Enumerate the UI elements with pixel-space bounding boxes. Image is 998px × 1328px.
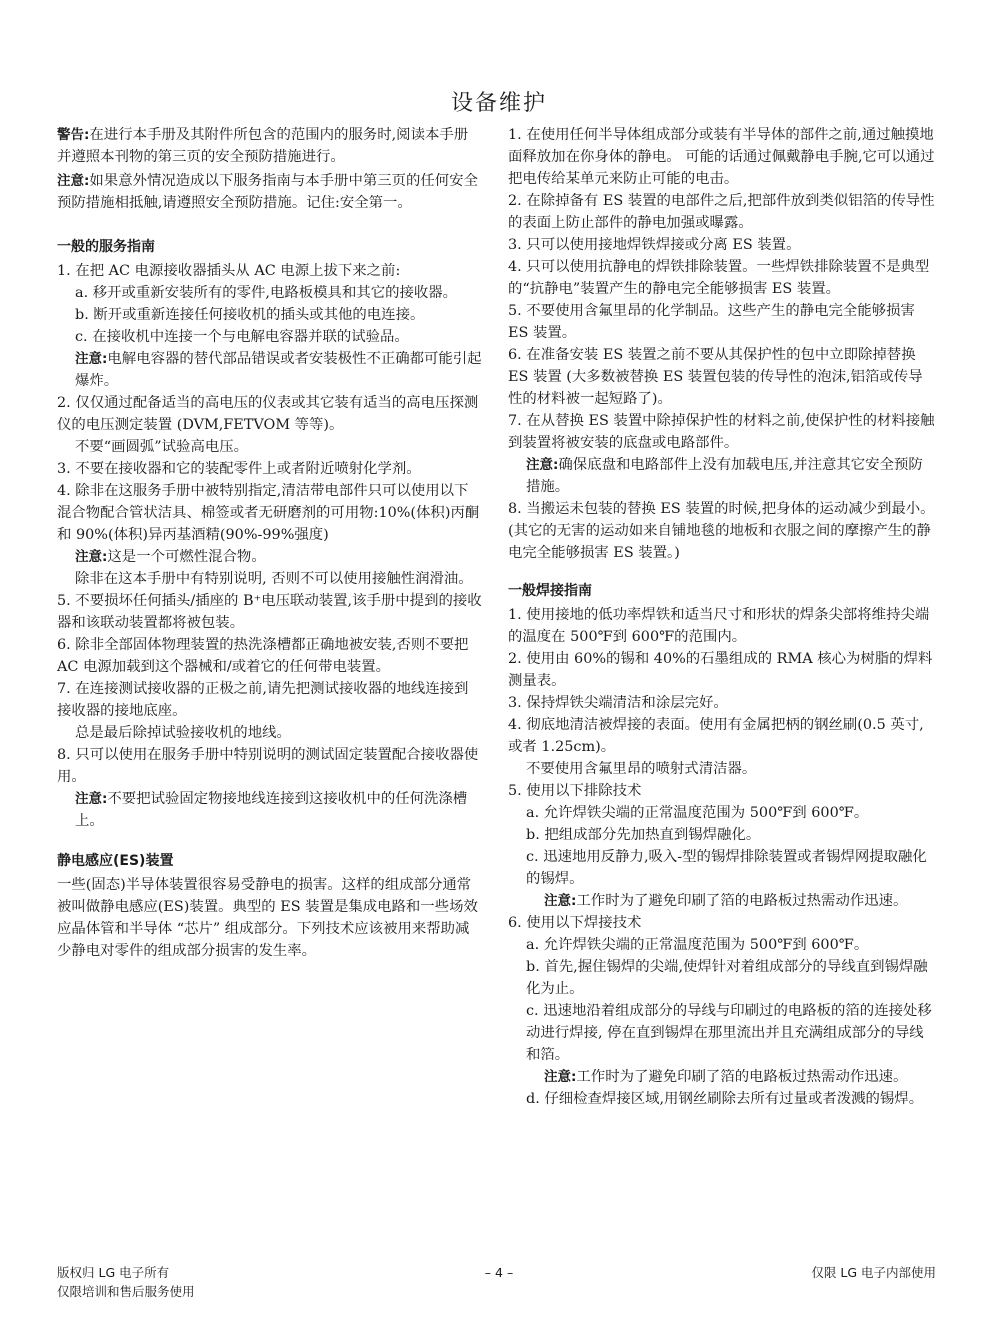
note-paragraph (57, 348, 482, 392)
sub-item: c. 在接收机中连接一个与电解电容器并联的试验品。 (75, 329, 409, 345)
note-text: 电解电容器的替代部品错误或者安装极性不正确都可能引起爆炸。 (75, 351, 482, 389)
notice-paragraph (57, 170, 482, 214)
note-label: 注意: (75, 351, 108, 367)
sub-item: a. 允许焊铁尖端的正常温度范围为 500℉到 600℉。 (526, 805, 869, 821)
training-text: 仅限培训和售后服务使用 (57, 1284, 195, 1299)
list-item-extra: 总是最后除掉试验接收机的地线。 (75, 725, 291, 741)
page-title: 设备维护 (450, 91, 547, 116)
note-paragraph (57, 788, 482, 832)
note-paragraph (57, 546, 482, 568)
sub-item: b. 断开或重新连接任何接收机的插头或其他的电连接。 (75, 307, 425, 323)
list-item: 1. 在把 AC 电源接收器插头从 AC 电源上拔下来之前: (57, 263, 401, 279)
warning-paragraph (57, 124, 482, 168)
warning-text: 在进行本手册及其附件所包含的范围内的服务时,阅读本手册并遵照本刊物的第三页的安全预防措施进行。 (57, 127, 469, 165)
sub-item: b. 首先,握住锡焊的尖端,使焊针对着组成部分的导线直到锡焊融化为止。 (526, 959, 928, 997)
sub-item: d. 仔细检查焊接区域,用钢丝刷除去所有过量或者泼溅的锡焊。 (526, 1091, 924, 1107)
list-item: 7. 在连接测试接收器的正极之前,请先把测试接收器的地线连接到接收器的接地底座。 (57, 681, 469, 719)
notice-text: 如果意外情况造成以下服务指南与本手册中第三页的任何安全预防措施相抵触,请遵照安全预防措施。记住:安全第一。 (57, 173, 478, 211)
note-paragraph (508, 890, 936, 912)
list-item: 6. 使用以下焊接技术 (508, 915, 642, 931)
es-heading: 静电感应(ES)装置 (57, 853, 174, 869)
list-item: 4. 彻底地清洁被焊接的表面。使用有金属把柄的钢丝刷(0.5 英寸,或者 1.25cm)。 (508, 717, 924, 755)
list-item: 2. 仅仅通过配备适当的高电压的仪表或其它装有适当的高电压探测仪的电压测定装置 (DVM,FETVOM 等等)。 (57, 395, 479, 433)
list-item: 5. 使用以下排除技术 (508, 783, 642, 799)
list-item: 3. 只可以使用接地焊铁焊接或分离 ES 装置。 (508, 237, 801, 253)
list-item: 4. 除非在这服务手册中被特别指定,清洁带电部件只可以使用以下混合物配合管状洁具、棉签或者无研磨剂的可用物:10%(体积)丙酮和 90%(体积)异丙基酒精(90%-99%强度) (57, 483, 480, 543)
note-label: 注意: (544, 1069, 577, 1085)
sub-item: a. 允许焊铁尖端的正常温度范围为 500℉到 600℉。 (526, 937, 869, 953)
note-label: 注意: (75, 549, 108, 565)
note-text: 不要把试验固定物接地线连接到这接收机中的任何洗涤槽上。 (75, 791, 468, 829)
list-item: 1. 在使用任何半导体组成部分或装有半导体的部件之前,通过触摸地面释放加在你身体的静电。 可能的话通过佩戴静电手腕,它可以通过把电传给某单元来防止可能的电击。 (508, 127, 935, 187)
note-text: 工作时为了避免印刷了箔的电路板过热需动作迅速。 (576, 1069, 908, 1085)
note-text: 工作时为了避免印刷了箔的电路板过热需动作迅速。 (576, 893, 908, 909)
soldering-heading: 一般焊接指南 (508, 583, 592, 599)
notice-label: 注意: (57, 173, 90, 189)
general-service-heading: 一般的服务指南 (57, 239, 155, 255)
sub-item: c. 迅速地用反静力,吸入-型的锡焊排除装置或者锡焊网提取融化的锡焊。 (526, 849, 927, 887)
list-item: 2. 在除掉备有 ES 装置的电部件之后,把部件放到类似铝箔的传导性的表面上防止部件的静电加强或曝露。 (508, 193, 935, 231)
list-item: 8. 只可以使用在服务手册中特别说明的测试固定装置配合接收器使用。 (57, 747, 479, 785)
sub-item: b. 把组成部分先加热直到锡焊融化。 (526, 827, 761, 843)
left-column (57, 124, 482, 962)
note-text: 确保底盘和电路部件上没有加载电压,并注意其它安全预防措施。 (526, 457, 923, 495)
page-number: – 4 – (484, 1265, 514, 1280)
footer-right: 仅限 LG 电子内部使用 (811, 1265, 936, 1280)
list-item: 5. 不要使用含氟里昂的化学制品。这些产生的静电完全能够损害 ES 装置。 (508, 303, 915, 341)
sub-item: c. 迅速地沿着组成部分的导线与印刷过的电路板的箔的连接处移动进行焊接, 停在直到锡焊在那里流出并且充满组成部分的导线和箔。 (526, 1003, 932, 1063)
list-item: 6. 除非全部固体物理装置的热洗涤槽都正确地被安装,否则不要把 AC 电源加载到这个器械和/或着它的任何带电装置。 (57, 637, 469, 675)
note-label: 注意: (526, 457, 559, 473)
sub-item: a. 移开或重新安装所有的零件,电路板模具和其它的接收器。 (75, 285, 458, 301)
list-item: 8. 当搬运未包装的替换 ES 装置的时候,把身体的运动减少到最小。(其它的无害的运动如来自铺地毯的地板和衣服之间的摩擦产生的静电完全能够损害 ES 装置。) (508, 501, 935, 561)
note-paragraph (508, 454, 936, 498)
warning-label: 警告: (57, 127, 90, 143)
es-paragraph: 一些(固态)半导体装置很容易受静电的损害。这样的组成部分通常被叫做静电感应(ES)装置。典型的 ES 装置是集成电路和一些场效应晶体管和半导体 “芯片” 组成部分。下列技术应该被用来帮助减少静电对零件的组成部分损害的发生率。 (57, 877, 478, 959)
list-item: 3. 不要在接收器和它的装配零件上或者附近喷射化学剂。 (57, 461, 421, 477)
list-item: 3. 保持焊铁尖端清洁和涂层完好。 (508, 695, 728, 711)
list-item: 2. 使用由 60%的锡和 40%的石墨组成的 RMA 核心为树脂的焊料测量表。 (508, 651, 933, 689)
list-item: 7. 在从替换 ES 装置中除掉保护性的材料之前,使保护性的材料接触到装置将被安装的底盘或电路部件。 (508, 413, 935, 451)
list-item-extra: 不要使用含氟里昂的喷射式清洁器。 (526, 761, 757, 777)
right-column (508, 124, 936, 1110)
list-item: 1. 使用接地的低功率焊铁和适当尺寸和形状的焊条尖部将维持尖端的温度在 500℉到 600℉的范围内。 (508, 607, 930, 645)
list-item: 6. 在准备安装 ES 装置之前不要从其保护性的包中立即除掉替换 ES 装置 (大多数被替换 ES 装置包装的传导性的泡沫,铝箔或传导性的材料被一起短路了)。 (508, 347, 923, 407)
note-label: 注意: (544, 893, 577, 909)
note-text: 这是一个可燃性混合物。 (107, 549, 266, 565)
list-item-extra: 不要“画圆弧”试验高电压。 (75, 439, 249, 455)
list-item: 5. 不要损坏任何插头/插座的 B⁺电压联动装置,该手册中提到的接收器和该联动装置都将被包装。 (57, 593, 482, 631)
list-item-extra: 除非在这本手册中有特别说明, 否则不可以使用接触性润滑油。 (75, 571, 473, 587)
list-item: 4. 只可以使用抗静电的焊铁排除装置。一些焊铁排除装置不是典型的“抗静电”装置产生的静电完全能够损害 ES 装置。 (508, 259, 930, 297)
note-label: 注意: (75, 791, 108, 807)
note-paragraph (508, 1066, 936, 1088)
copyright-text: 版权归 LG 电子所有 (57, 1265, 170, 1280)
